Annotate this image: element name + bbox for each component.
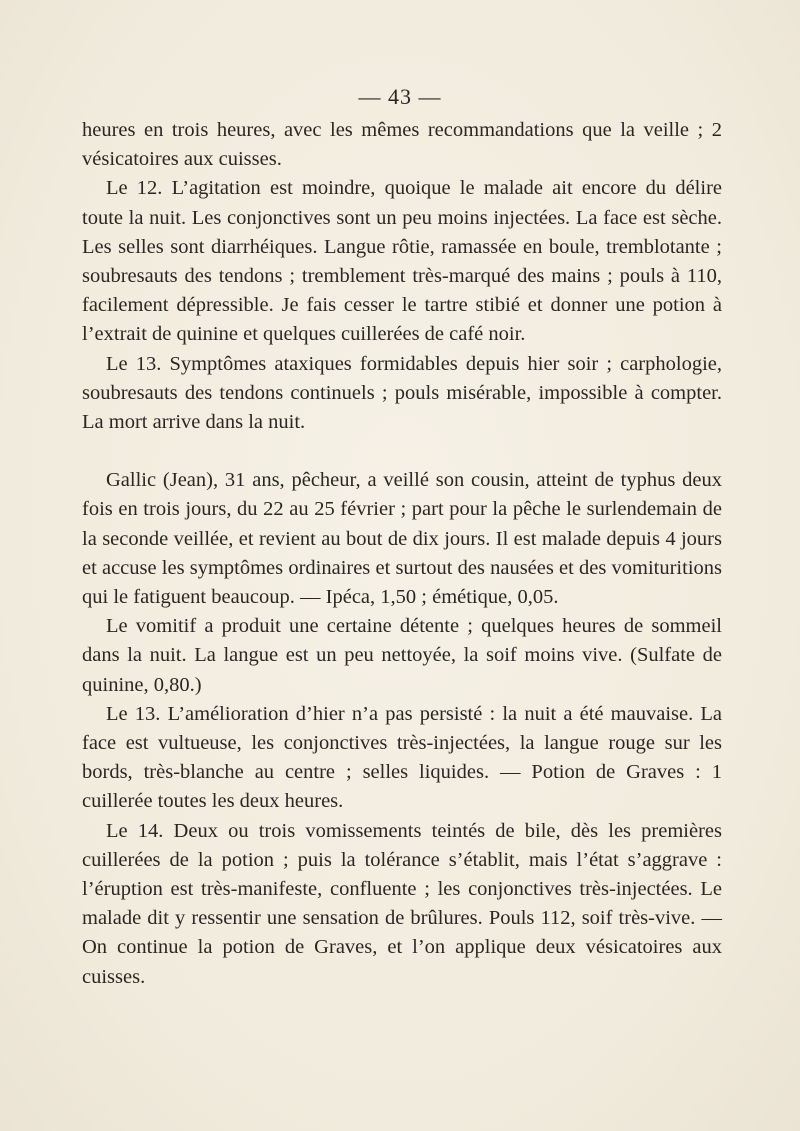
page-number: — 43 — (358, 84, 442, 109)
paragraph-day-13-death: Le 13. Symptômes ataxiques formidables depuis hier soir ; carphologie, soubresauts des tendons continuels ; pouls misérable, impossible à compter. La mort arrive dans la nuit. (82, 352, 722, 434)
paragraph-gallic-day-14: Le 14. Deux ou trois vomissements teintés de bile, dès les premières cuillerées de la potion ; puis la tolérance s’établit, mais l’état s’aggrave : l’éruption est très-manifeste, confluente ; les conjonctives très-injectées. Le malade dit y ressentir une sensation de brûlures. Pouls 112, soif très-vive. — On continue la potion de Graves, et l’on applique deux vésicatoires aux cuisses. (82, 819, 722, 988)
paragraph-day-12: Le 12. L’agitation est moindre, quoique le malade ait encore du délire toute la nuit. Les conjonctives sont un peu moins injectées. La face est sèche. Les selles sont diarrhéiques. Langue rôtie, ramassée en boule, tremblotante ; soubresauts des tendons ; tremblement très-marqué des mains ; pouls à 110, facilement dépressible. Je fais cesser le tartre stibié et donner une potion à l’extrait de quinine et quelques cuillerées de café noir. (82, 177, 722, 346)
body-text (82, 116, 722, 992)
paragraph-vomitif: Le vomitif a produit une certaine détente ; quelques heures de sommeil dans la nuit. La langue est un peu nettoyée, la soif moins vive. (Sulfate de quinine, 0,80.) (82, 615, 722, 696)
paragraph-continuation: heures en trois heures, avec les mêmes recommandations que la veille ; 2 vésicatoires aux cuisses. (82, 119, 722, 171)
paragraph-gallic-day-13: Le 13. L’amélioration d’hier n’a pas persisté : la nuit a été mauvaise. La face est vultueuse, les conjonctives très-injectées, la langue rouge sur les bords, très-blanche au centre ; selles liquides. — Potion de Graves : 1 cuillerée toutes les deux heures. (82, 702, 722, 813)
paragraph-gallic-case: Gallic (Jean), 31 ans, pêcheur, a veillé son cousin, atteint de typhus deux fois en trois jours, du 22 au 25 février ; part pour la pêche le surlendemain de la seconde veillée, et revient au bout de dix jours. Il est malade depuis 4 jours et accuse les symptômes ordinaires et surtout des nausées et des vomituritions qui le fatiguent beaucoup. — Ipéca, 1,50 ; émétique, 0,05. (82, 469, 722, 609)
